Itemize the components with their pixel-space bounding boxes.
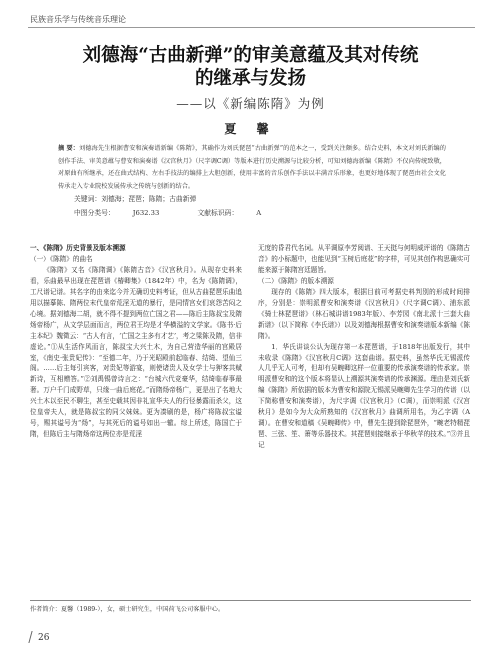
body-paragraph: 现存的《陈隋》四大版本，根据目前可考据史料判别的形成时间排序，分别是：崇明派曹安和演奏谱《汉宫秋月》（尺字调C调）、浦东派《骑士林琵琶谱》（林石城讲谱1983年版）、李芳园《南北派十三套大曲新谱》（以下简称《李氏谱》）以及刘德海根据曹安和演奏谱版本新编《陈隋》。 — [258, 287, 470, 340]
section-heading: 一、《陈隋》历史背景及版本溯源 — [30, 244, 126, 252]
body-paragraph: 无度的昏君代名词。从平调原李芳阅谱、王天挺与何明威评谱的《陈隋古音》的小标题中，也能见到“玉树后庭花”的字样，可见其创作构思确实可能来源于陈隋宫廷题旨。 — [258, 244, 470, 274]
document-code — [197, 209, 279, 217]
abstract — [58, 143, 446, 194]
keywords-label: 关键词： — [74, 195, 102, 203]
author-footnote: 作者简介：夏馨（1989-），女，硕士研究生，中国荷飞公司客服中心。 — [30, 606, 225, 613]
body-column-left — [30, 243, 242, 440]
subsection-heading: （二）《陈隋》的版本溯源 — [258, 276, 334, 285]
abstract-text: 刘德海先生根据曹安和演奏谱新编《陈隋》，其确作为刘氏琵琶“古曲新弹”的范本之一，受到关注颇多。结合史料，本文对刘氏新编的创作手法、审美意蕴与曹安和演奏谱《汉宫秋月》（尺字调C调）等版本进行历史溯源与比较分析，可知刘德海新编《陈隋》不仅向传统致敬，对原曲有所继承，还在曲式结构、左右手技法的编排上大胆创新，使用丰富的音乐创作手法以丰满音乐形象，也更好地体现了琵琶由社会文化传承走入专业院校发展传承之传统与创新的结合。 — [58, 145, 446, 191]
keywords — [74, 193, 196, 203]
footnote-rule — [30, 600, 471, 601]
doc-value: A — [256, 209, 262, 217]
classification-line — [74, 207, 297, 217]
page-number-mark — [28, 631, 35, 643]
title-line-1: 刘德海“古曲新弹”的审美意蕴及其对传统 — [82, 45, 419, 66]
body-paragraph: 1．华氏讲谈公认为现存第一本琵琶谱，于1818年出版发行，其中未收录《陈隋》《汉宫秋月C调》这套曲谱。据史料，虽然华氏无锡派传人几乎无人可考，但却有吴畹卿这样一位重要的传承演奏谱的传承家。崇明派曹安和的这个版本将显认上溯源其演奏谱的传承渊源。理由是刘氏新编《陈隋》所依据的版本为曹安和源院无锡派吴畹卿先生学习的传谱（以下简称曹安和演奏谱），为尺字调《汉宫秋月》（C调），而崇明派《汉宫秋月》是如今为大众所熟知的《汉宫秋月》曲调所用名，为乙字调（A调）。在曹安和道稿《吴畹卿传》中，曹先生提到除琵琶外，“畹老特精琵琶、三弦、笙、箫等乐器技术。其琵琶则接继承于华秋苹的技术。”③并且记 — [258, 342, 470, 450]
abstract-label: 摘 要： — [58, 145, 80, 152]
author-name: 夏 馨 — [224, 122, 277, 136]
subsection-heading: （一）《陈隋》的曲名 — [30, 254, 93, 263]
title-line-2: 的继承与发扬 — [194, 68, 306, 90]
clc-value: J632.33 — [132, 209, 160, 217]
keywords-text: 刘德海；琵琶；陈隋；古曲新弹 — [101, 195, 197, 203]
body-column-right — [258, 243, 470, 451]
header-rule — [28, 27, 475, 28]
body-paragraph: 《陈隋》又名《陈隋调》《陈隋古音》《汉宫秋月》。从现存史料来看，乐曲最早出现在琵琶谱《椿卿集》（1842年）中，名为《陈隋调》，工尺谱记谱。其名字的由来迄今并无确切史料考证，但从古曲琵琶乐曲追用以描摹陈、隋两位末代皇帝荒淫无道的暴行，是同情宫女们哀怨苦闷之心境。据刘德海二胡，就不得不提到两位亡国之君——陈后主陈叔宝及隋炀帝杨广，从文学层面而言，两位君王均是才华横溢的文学家。《陈书·后主本纪》魏徵云：“古人有言，‘亡国之主多有才艺’，考之梁陈及隋，信非虚论。”①从生活作风而言，陈叔宝大兴土木，为自己营造华丽的宫殿居室，《南史·张贵妃传》：“至德二年，乃于光昭殿前起临春、结绮、望仙三阁。……后主每引宾客，对贵妃等游宴，则使诸贵人及女学士与狎客共赋新诗，互相赠答。”②刘禹锡曾诗言之：“台城六代竞豪华，结绮临春事最奢。万户千门成野草，只缘一曲后庭花。”而隋炀帝杨广，更是出了名地大兴土木以至民不聊生，甚至史载其因非礼宣华夫人的行径暴露而杀父，这位皇帝夫人，就是陈叔宝的同父妹妹。更为凑刷的是，杨广将陈叔宝谥号，赐其谥号为“炀”，与其死后的谥号如出一辙。综上所述，陈国亡于隋，但陈后主与隋炀帝这两位亦是荒淫 — [30, 265, 242, 439]
article-subtitle: ——以《新编陈隋》为例 — [176, 96, 325, 111]
clc-number — [74, 209, 177, 217]
article-title — [0, 44, 501, 90]
doc-label: 文献标识码： — [197, 209, 239, 217]
page-number: 26 — [38, 633, 50, 643]
clc-label: 中图分类号： — [74, 209, 115, 217]
running-head: 民族音乐学与传统音乐理论 — [30, 15, 126, 24]
